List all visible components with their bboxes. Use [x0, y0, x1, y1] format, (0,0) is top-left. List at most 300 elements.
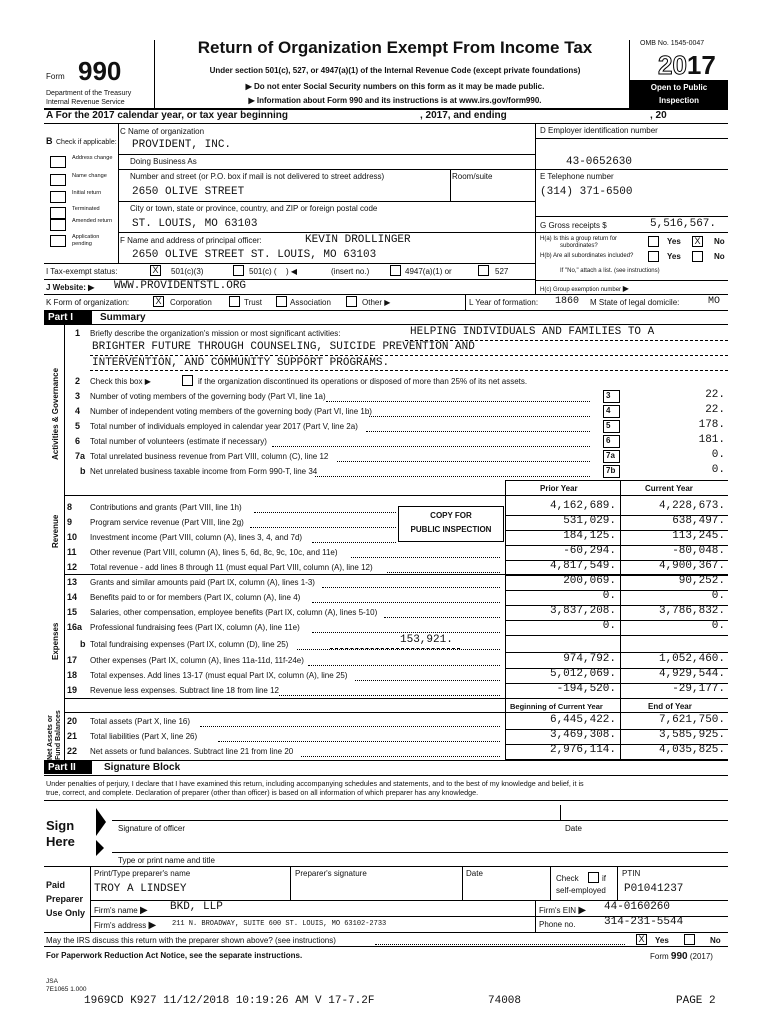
current-year-value: 0.: [711, 590, 725, 602]
mission-line-2: BRIGHTER FUTURE THROUGH COUNSELING, SUICIDE PREVENTION AND: [92, 341, 475, 353]
col-current-year: Current Year: [645, 484, 693, 493]
rule: [44, 866, 728, 867]
section-b-item-label: Amended return: [72, 218, 113, 224]
gov-line-number: 7a: [75, 451, 86, 461]
dotted-leader: [90, 370, 728, 371]
ha-no-label: No: [714, 237, 725, 246]
rule: [44, 760, 728, 761]
gov-line-value: 22.: [705, 389, 725, 401]
line-number: 16a: [67, 622, 83, 632]
current-year-value: 3,786,832.: [658, 605, 725, 617]
copy-stamp-line-2: PUBLIC INSPECTION: [410, 525, 492, 534]
527-checkbox[interactable]: [478, 265, 489, 276]
street-label: Number and street (or P.O. box if mail is not delivered to street address): [130, 172, 385, 181]
line-2-text: Check this box ▶: [90, 377, 151, 386]
current-year-value: 638,497.: [672, 515, 725, 527]
mission-line-3: INTERVENTION, AND COMMUNITY SUPPORT PROGRAMS.: [92, 357, 390, 369]
prior-year-value: 0.: [602, 620, 616, 632]
line-desc: Professional fundraising fees (Part IX, column (A), line 11e): [90, 623, 300, 632]
501c3-checkbox[interactable]: X: [150, 265, 161, 276]
prior-year-value: 5,012,069.: [549, 668, 616, 680]
prior-year-value: 0.: [602, 590, 616, 602]
print-stamp: 1969CD K927 11/12/2018 10:19:26 AM V 17-7.2F: [84, 995, 375, 1007]
room-suite-label: Room/suite: [452, 172, 493, 181]
line-number: 20: [67, 716, 78, 726]
form-ref-number: 990: [670, 951, 688, 962]
gov-line-box: 7b: [603, 465, 620, 478]
signature-line[interactable]: [112, 820, 728, 821]
rule: [44, 775, 728, 776]
divider: [550, 866, 551, 900]
current-year-value: 4,228,673.: [658, 500, 725, 512]
line-desc: Benefits paid to or for members (Part IX, column (A), line 4): [90, 593, 301, 602]
section-b-check-label: Check if applicable:: [56, 139, 117, 146]
dotted-leader: [308, 665, 500, 666]
form-ref-year: (2017): [689, 952, 713, 961]
dotted-leader: [351, 557, 500, 558]
trust-label: Trust: [244, 298, 262, 307]
ptin-label: PTIN: [622, 869, 641, 878]
phone-label: E Telephone number: [540, 172, 614, 181]
firm-name-row: Firm's name ▶: [94, 905, 148, 916]
perjury-line-2: true, correct, and complete. Declaration of preparer (other than officer) is based on all information of which preparer has any knowledge.: [46, 788, 479, 797]
dept-line-2: Internal Revenue Service: [46, 99, 125, 106]
open-public-line-2: Inspection: [658, 96, 699, 105]
section-b-item-label: Application pending: [72, 234, 100, 247]
line-desc: Net assets or fund balances. Subtract line 21 from line 20: [90, 747, 294, 756]
rule: [44, 310, 728, 311]
line-desc: Total liabilities (Part X, line 26): [90, 732, 198, 741]
line-2-desc: if the organization discontinued its operations or disposed of more than 25% of its net assets.: [198, 377, 528, 386]
section-b-checkbox[interactable]: [50, 174, 66, 186]
line-desc: Program service revenue (Part VIII, line 2g): [90, 518, 244, 527]
preparer-name-label: Print/Type preparer's name: [94, 869, 191, 878]
discuss-no-checkbox[interactable]: [684, 934, 695, 945]
year-formation-value: 1860: [555, 296, 580, 307]
other-org: Other ▶: [362, 298, 391, 307]
form-reference: [650, 951, 713, 962]
prior-year-value: 531,029.: [563, 515, 616, 527]
col-prior-year: Prior Year: [540, 484, 578, 493]
year-bold: 17: [686, 50, 716, 80]
firm-ein-label: Firm's EIN: [539, 906, 577, 915]
prior-year-value: 3,837,208.: [549, 605, 616, 617]
part1-title: Summary: [100, 312, 146, 323]
4947-checkbox[interactable]: [390, 265, 401, 276]
officer-address: 2650 OLIVE STREET ST. LOUIS, MO 63103: [132, 249, 377, 261]
line-k-label: K Form of organization:: [46, 298, 130, 307]
ha-yes-label: Yes: [667, 237, 681, 246]
prior-year-value: 200,069.: [563, 575, 616, 587]
preparer-label: Preparer: [46, 894, 84, 904]
line-desc: Other revenue (Part VIII, column (A), lines 5, 6d, 8c, 9c, 10c, and 11e): [90, 548, 338, 557]
divider: [450, 169, 451, 201]
side-label-net-assets: Net Assets or Fund Balances: [47, 710, 62, 760]
ha-label-2: subordinates?: [560, 243, 598, 249]
preparer-ptin: P01041237: [624, 883, 684, 895]
ein-value: 43-0652630: [566, 156, 633, 168]
page-number: PAGE 2: [676, 995, 716, 1007]
open-public-line-1: Open to Public: [650, 83, 708, 92]
line-number: 13: [67, 577, 78, 587]
website-label: J Website:: [46, 283, 86, 292]
dotted-leader: [405, 340, 728, 341]
rule: [118, 232, 535, 233]
form-title: Return of Organization Exempt From Income Tax: [197, 38, 593, 57]
firm-phone-label: Phone no.: [539, 920, 576, 929]
current-year-value: 3,585,925.: [658, 729, 725, 741]
501c3-label: 501(c)(3): [171, 267, 204, 276]
form-label: Form: [46, 72, 65, 81]
dotted-leader: [312, 632, 500, 633]
line-1-label: Briefly describe the organization's mission or most significant activities:: [90, 329, 341, 338]
gov-line-box: 7a: [603, 450, 620, 463]
part1-tag: Part I: [44, 311, 92, 324]
gov-line-box: 4: [603, 405, 620, 418]
here-label: Here: [46, 834, 75, 849]
side-label-revenue: Revenue: [51, 514, 60, 548]
signature-date-label: Date: [565, 824, 582, 833]
line-2-num: 2: [75, 376, 81, 386]
gov-line-desc: Net unrelated business taxable income from Form 990-T, line 34: [90, 467, 318, 476]
use-only-label: Use Only: [46, 908, 86, 918]
gov-line-box: 5: [603, 420, 620, 433]
divider: [118, 123, 119, 263]
line-number: 21: [67, 731, 78, 741]
fundraising-16b-value: 153,921.: [400, 634, 453, 646]
prior-year-value: 3,469,308.: [549, 729, 616, 741]
org-name: PROVIDENT, INC.: [132, 139, 232, 151]
rule: [44, 324, 728, 325]
gov-line-box: 3: [603, 390, 620, 403]
part2-title: Signature Block: [104, 762, 181, 773]
gov-line-desc: Number of voting members of the governing body (Part VI, line 1a): [90, 392, 326, 401]
gov-line-desc: Total number of volunteers (estimate if necessary): [90, 437, 267, 446]
domicile-label: M State of legal domicile:: [590, 298, 680, 307]
bullet-ssn: ▶ Do not enter Social Security numbers on this form as it may be made public.: [245, 82, 545, 91]
section-b-checkbox[interactable]: [50, 207, 66, 219]
dotted-leader: [337, 461, 590, 462]
rule: [64, 698, 728, 699]
jsa-code-2: 7E1065 1.000: [46, 986, 87, 993]
dotted-leader: [312, 602, 500, 603]
501c-close: ) ◀: [286, 267, 298, 276]
year-outline: 20: [658, 50, 687, 80]
corporation-checkbox[interactable]: X: [153, 296, 164, 307]
line-number: 9: [67, 517, 73, 527]
line-desc: Salaries, other compensation, employee benefits (Part IX, column (A), lines 5-10): [90, 608, 378, 617]
name-title-line[interactable]: [112, 852, 728, 853]
gross-value: 5,516,567.: [650, 218, 717, 230]
website-value: WWW.PROVIDENTSTL.ORG: [114, 280, 247, 292]
line-desc: Grants and similar amounts paid (Part IX, column (A), lines 1-3): [90, 578, 315, 587]
gov-line-desc: Total number of individuals employed in calendar year 2017 (Part V, line 2a): [90, 422, 358, 431]
current-year-value: 0.: [711, 620, 725, 632]
hb-yes-label: Yes: [667, 252, 681, 261]
dotted-leader: [366, 431, 590, 432]
divider: [535, 123, 536, 294]
divider: [90, 866, 91, 932]
line-number: 11: [67, 547, 77, 557]
line-j: J Website: ▶: [46, 283, 95, 292]
dotted-leader: [375, 944, 625, 945]
side-divider: [64, 324, 65, 760]
rule: [44, 294, 728, 295]
dept-line-1: Department of the Treasury: [46, 90, 132, 97]
dotted-leader: [312, 542, 396, 543]
line-a-end: , 20: [650, 110, 667, 121]
section-b-item-label: Name change: [72, 173, 107, 179]
rule: [44, 263, 535, 264]
discuss-yes-label: Yes: [655, 936, 669, 945]
phone-value: (314) 371-6500: [540, 186, 633, 198]
dotted-leader: [384, 617, 500, 618]
line-number: 17: [67, 655, 78, 665]
firm-address: 211 N. BROADWAY, SUITE 600 ST. LOUIS, MO 63102-2733: [172, 920, 387, 928]
domicile-value: MO: [708, 296, 721, 307]
rule: [505, 480, 728, 481]
gov-line-number: b: [80, 466, 86, 476]
rule: [535, 280, 728, 281]
dotted-leader: [218, 741, 500, 742]
firm-name-label: Firm's name: [94, 906, 138, 915]
paid-label: Paid: [46, 880, 66, 890]
section-b-checkbox[interactable]: [50, 191, 66, 203]
dotted-leader: [90, 355, 728, 356]
section-b-checkbox[interactable]: [50, 219, 66, 231]
org-street: 2650 OLIVE STREET: [132, 186, 245, 198]
prior-year-value: -60,294.: [563, 545, 616, 557]
firm-ein: 44-0160260: [604, 901, 671, 913]
prior-year-value: -194,520.: [556, 683, 616, 695]
hb-no-checkbox[interactable]: [692, 251, 703, 262]
line-number: 19: [67, 685, 78, 695]
other-label: Other: [362, 298, 383, 307]
prior-year-value: 184,125.: [563, 530, 616, 542]
dotted-leader: [279, 695, 500, 696]
rule: [64, 712, 728, 713]
gov-line-number: 3: [75, 391, 81, 401]
sign-label: Sign: [46, 818, 75, 833]
dotted-leader: [315, 476, 590, 477]
line-number: b: [80, 639, 86, 649]
rule: [118, 169, 535, 170]
line-i-label: I Tax-exempt status:: [46, 267, 118, 276]
bullet-info-text: Information about Form 990 and its instructions is at www.irs.gov/form990.: [256, 96, 542, 105]
perjury-line-1: Under penalties of perjury, I declare that I have examined this return, including accompanying schedules and statements, and to the best of my knowledge and belief, it is: [46, 779, 584, 788]
hc-label-text: H(c) Group exemption number: [540, 287, 622, 293]
gov-line-number: 4: [75, 406, 81, 416]
tax-year: [658, 50, 716, 81]
if-label: if: [602, 874, 606, 883]
year-formation-label: L Year of formation:: [469, 298, 539, 307]
city-label: City or town, state or province, country, and ZIP or foreign postal code: [130, 204, 378, 213]
dotted-leader: [297, 649, 500, 650]
current-year-value: 1,052,460.: [658, 653, 725, 665]
line-a-mid: , 2017, and ending: [420, 110, 507, 121]
hb-no-label: No: [714, 252, 725, 261]
4947-label: 4947(a)(1) or: [405, 267, 452, 276]
form-number: 990: [78, 56, 122, 86]
rule: [535, 232, 728, 233]
col-end-year: End of Year: [648, 702, 692, 711]
form-ref-word: Form: [650, 952, 669, 961]
org-city: ST. LOUIS, MO 63103: [132, 218, 258, 230]
dotted-leader: [355, 680, 500, 681]
gov-line-value: 0.: [711, 449, 725, 461]
current-year-value: 4,929,544.: [658, 668, 725, 680]
divider: [560, 805, 561, 821]
gov-line-value: 22.: [705, 404, 725, 416]
prior-year-value: 6,445,422.: [549, 714, 616, 726]
dotted-leader: [272, 446, 590, 447]
prior-year-value: 4,817,549.: [549, 560, 616, 572]
line-number: 8: [67, 502, 73, 512]
jsa-code-1: JSA: [46, 978, 58, 985]
ha-no-checkbox[interactable]: X: [692, 236, 703, 247]
gross-label: G Gross receipts $: [540, 221, 607, 230]
gov-line-value: 181.: [698, 434, 725, 446]
rule: [64, 495, 728, 496]
section-b-item-label: Terminated: [72, 206, 100, 212]
line-number: 22: [67, 746, 78, 756]
dotted-leader: [330, 648, 460, 649]
ha-yes-checkbox[interactable]: [648, 236, 659, 247]
rule: [535, 216, 728, 217]
gov-line-number: 5: [75, 421, 81, 431]
current-year-value: 90,252.: [678, 575, 725, 587]
discuss-question: May the IRS discuss this return with the preparer shown above? (see instructions): [46, 936, 336, 945]
rule: [535, 138, 728, 139]
copy-public-stamp: [398, 506, 504, 542]
prior-year-value: 2,976,114.: [549, 744, 616, 756]
current-year-value: 4,900,367.: [658, 560, 725, 572]
hb-label: H(b) Are all subordinates included?: [540, 253, 634, 259]
preparer-date-label: Date: [466, 869, 483, 878]
trust-checkbox[interactable]: [229, 296, 240, 307]
check-label: Check: [556, 874, 579, 883]
501c-checkbox[interactable]: [233, 265, 244, 276]
line-desc: Investment income (Part VIII, column (A), lines 3, 4, and 7d): [90, 533, 303, 542]
section-b-checkbox[interactable]: [50, 156, 66, 168]
paperwork-notice: For Paperwork Reduction Act Notice, see the separate instructions.: [46, 951, 303, 960]
type-name-label: Type or print name and title: [118, 856, 215, 865]
line-desc: Revenue less expenses. Subtract line 18 from line 12: [90, 686, 279, 695]
line-desc: Total fundraising expenses (Part IX, column (D), line 25): [90, 640, 289, 649]
bullet-info: ▶ Information about Form 990 and its instructions is at www.irs.gov/form990.: [248, 96, 542, 105]
gov-line-box: 6: [603, 435, 620, 448]
open-to-public-badge: [630, 80, 728, 109]
hb-yes-checkbox[interactable]: [648, 251, 659, 262]
rule: [44, 800, 728, 801]
divider: [465, 294, 466, 310]
batch-number: 74008: [488, 995, 522, 1007]
hc-label: H(c) Group exemption number ▶: [540, 284, 629, 293]
bullet-ssn-text: Do not enter Social Security numbers on this form as it may be made public.: [254, 82, 545, 91]
line-desc: Total expenses. Add lines 13-17 (must equal Part IX, column (A), line 25): [90, 671, 348, 680]
discuss-yes-checkbox[interactable]: X: [636, 934, 647, 945]
firm-address-label: Firm's address: [94, 921, 147, 930]
line-number: 18: [67, 670, 78, 680]
line-number: 14: [67, 592, 78, 602]
section-b-item-label: Initial return: [72, 190, 102, 196]
dotted-leader: [387, 572, 500, 573]
line-desc: Contributions and grants (Part VIII, line 1h): [90, 503, 242, 512]
association-label: Association: [290, 298, 331, 307]
prior-year-value: 4,162,689.: [549, 500, 616, 512]
rule: [535, 169, 728, 170]
dotted-leader: [254, 512, 396, 513]
gov-line-desc: Number of independent voting members of the governing body (Part VI, line 1b): [90, 407, 372, 416]
line-number: 15: [67, 607, 78, 617]
part2-tag: Part II: [44, 761, 92, 774]
corporation-label: Corporation: [170, 298, 212, 307]
527-label: 527: [495, 267, 509, 276]
hb-note: If "No," attach a list. (see instructions): [560, 268, 660, 274]
association-checkbox[interactable]: [276, 296, 287, 307]
gov-line-number: 6: [75, 436, 81, 446]
firm-phone: 314-231-5544: [604, 916, 684, 928]
rule: [118, 154, 535, 155]
sign-arrow-icon: [96, 808, 106, 836]
current-year-value: 7,621,750.: [658, 714, 725, 726]
section-b-checkbox[interactable]: [50, 235, 66, 247]
line-number: 10: [67, 532, 78, 542]
501c-close-paren: ): [286, 267, 289, 276]
line-number: 12: [67, 562, 78, 572]
line-2-label: Check this box: [90, 377, 143, 386]
other-checkbox[interactable]: [346, 296, 357, 307]
dotted-leader: [326, 401, 590, 402]
dotted-leader: [200, 726, 500, 727]
sign-arrow-icon: [96, 840, 104, 856]
gov-line-value: 0.: [711, 464, 725, 476]
current-year-value: 4,035,825.: [658, 744, 725, 756]
row-rule: [505, 635, 728, 636]
col-beginning: Beginning of Current Year: [510, 702, 603, 711]
dotted-leader: [322, 587, 500, 588]
rule: [44, 946, 728, 947]
side-label-expenses: Expenses: [51, 622, 60, 660]
gov-line-value: 178.: [698, 419, 725, 431]
officer-name: KEVIN DROLLINGER: [305, 234, 411, 246]
self-employed-checkbox[interactable]: [588, 872, 599, 883]
rule: [44, 932, 728, 933]
firm-address-row: Firm's address ▶: [94, 920, 157, 931]
dotted-leader: [301, 756, 500, 757]
dotted-leader: [250, 527, 396, 528]
line-desc: Other expenses (Part IX, column (A), lines 11a-11d, 11f-24e): [90, 656, 304, 665]
omb-number: OMB No. 1545-0047: [640, 40, 705, 47]
ein-label: D Employer identification number: [540, 126, 658, 135]
preparer-sig-label: Preparer's signature: [295, 869, 367, 878]
form-subtitle: Under section 501(c), 527, or 4947(a)(1) of the Internal Revenue Code (except private foundations): [209, 66, 581, 75]
officer-label: F Name and address of principal officer:: [120, 236, 262, 245]
discontinued-checkbox[interactable]: [182, 375, 193, 386]
ha-label: H(a) Is this a group return for: [540, 236, 618, 242]
rule: [118, 201, 535, 202]
dotted-leader: [369, 416, 590, 417]
signature-officer-label: Signature of officer: [118, 824, 186, 833]
section-b-item-label: Address change: [72, 155, 113, 161]
dba-label: Doing Business As: [130, 157, 197, 166]
copy-stamp-line-1: COPY FOR: [430, 511, 472, 520]
line-desc: Total assets (Part X, line 16): [90, 717, 191, 726]
divider: [290, 866, 291, 900]
divider: [154, 40, 155, 108]
501c-label: 501(c) (: [249, 267, 277, 276]
firm-name: BKD, LLP: [170, 901, 223, 913]
